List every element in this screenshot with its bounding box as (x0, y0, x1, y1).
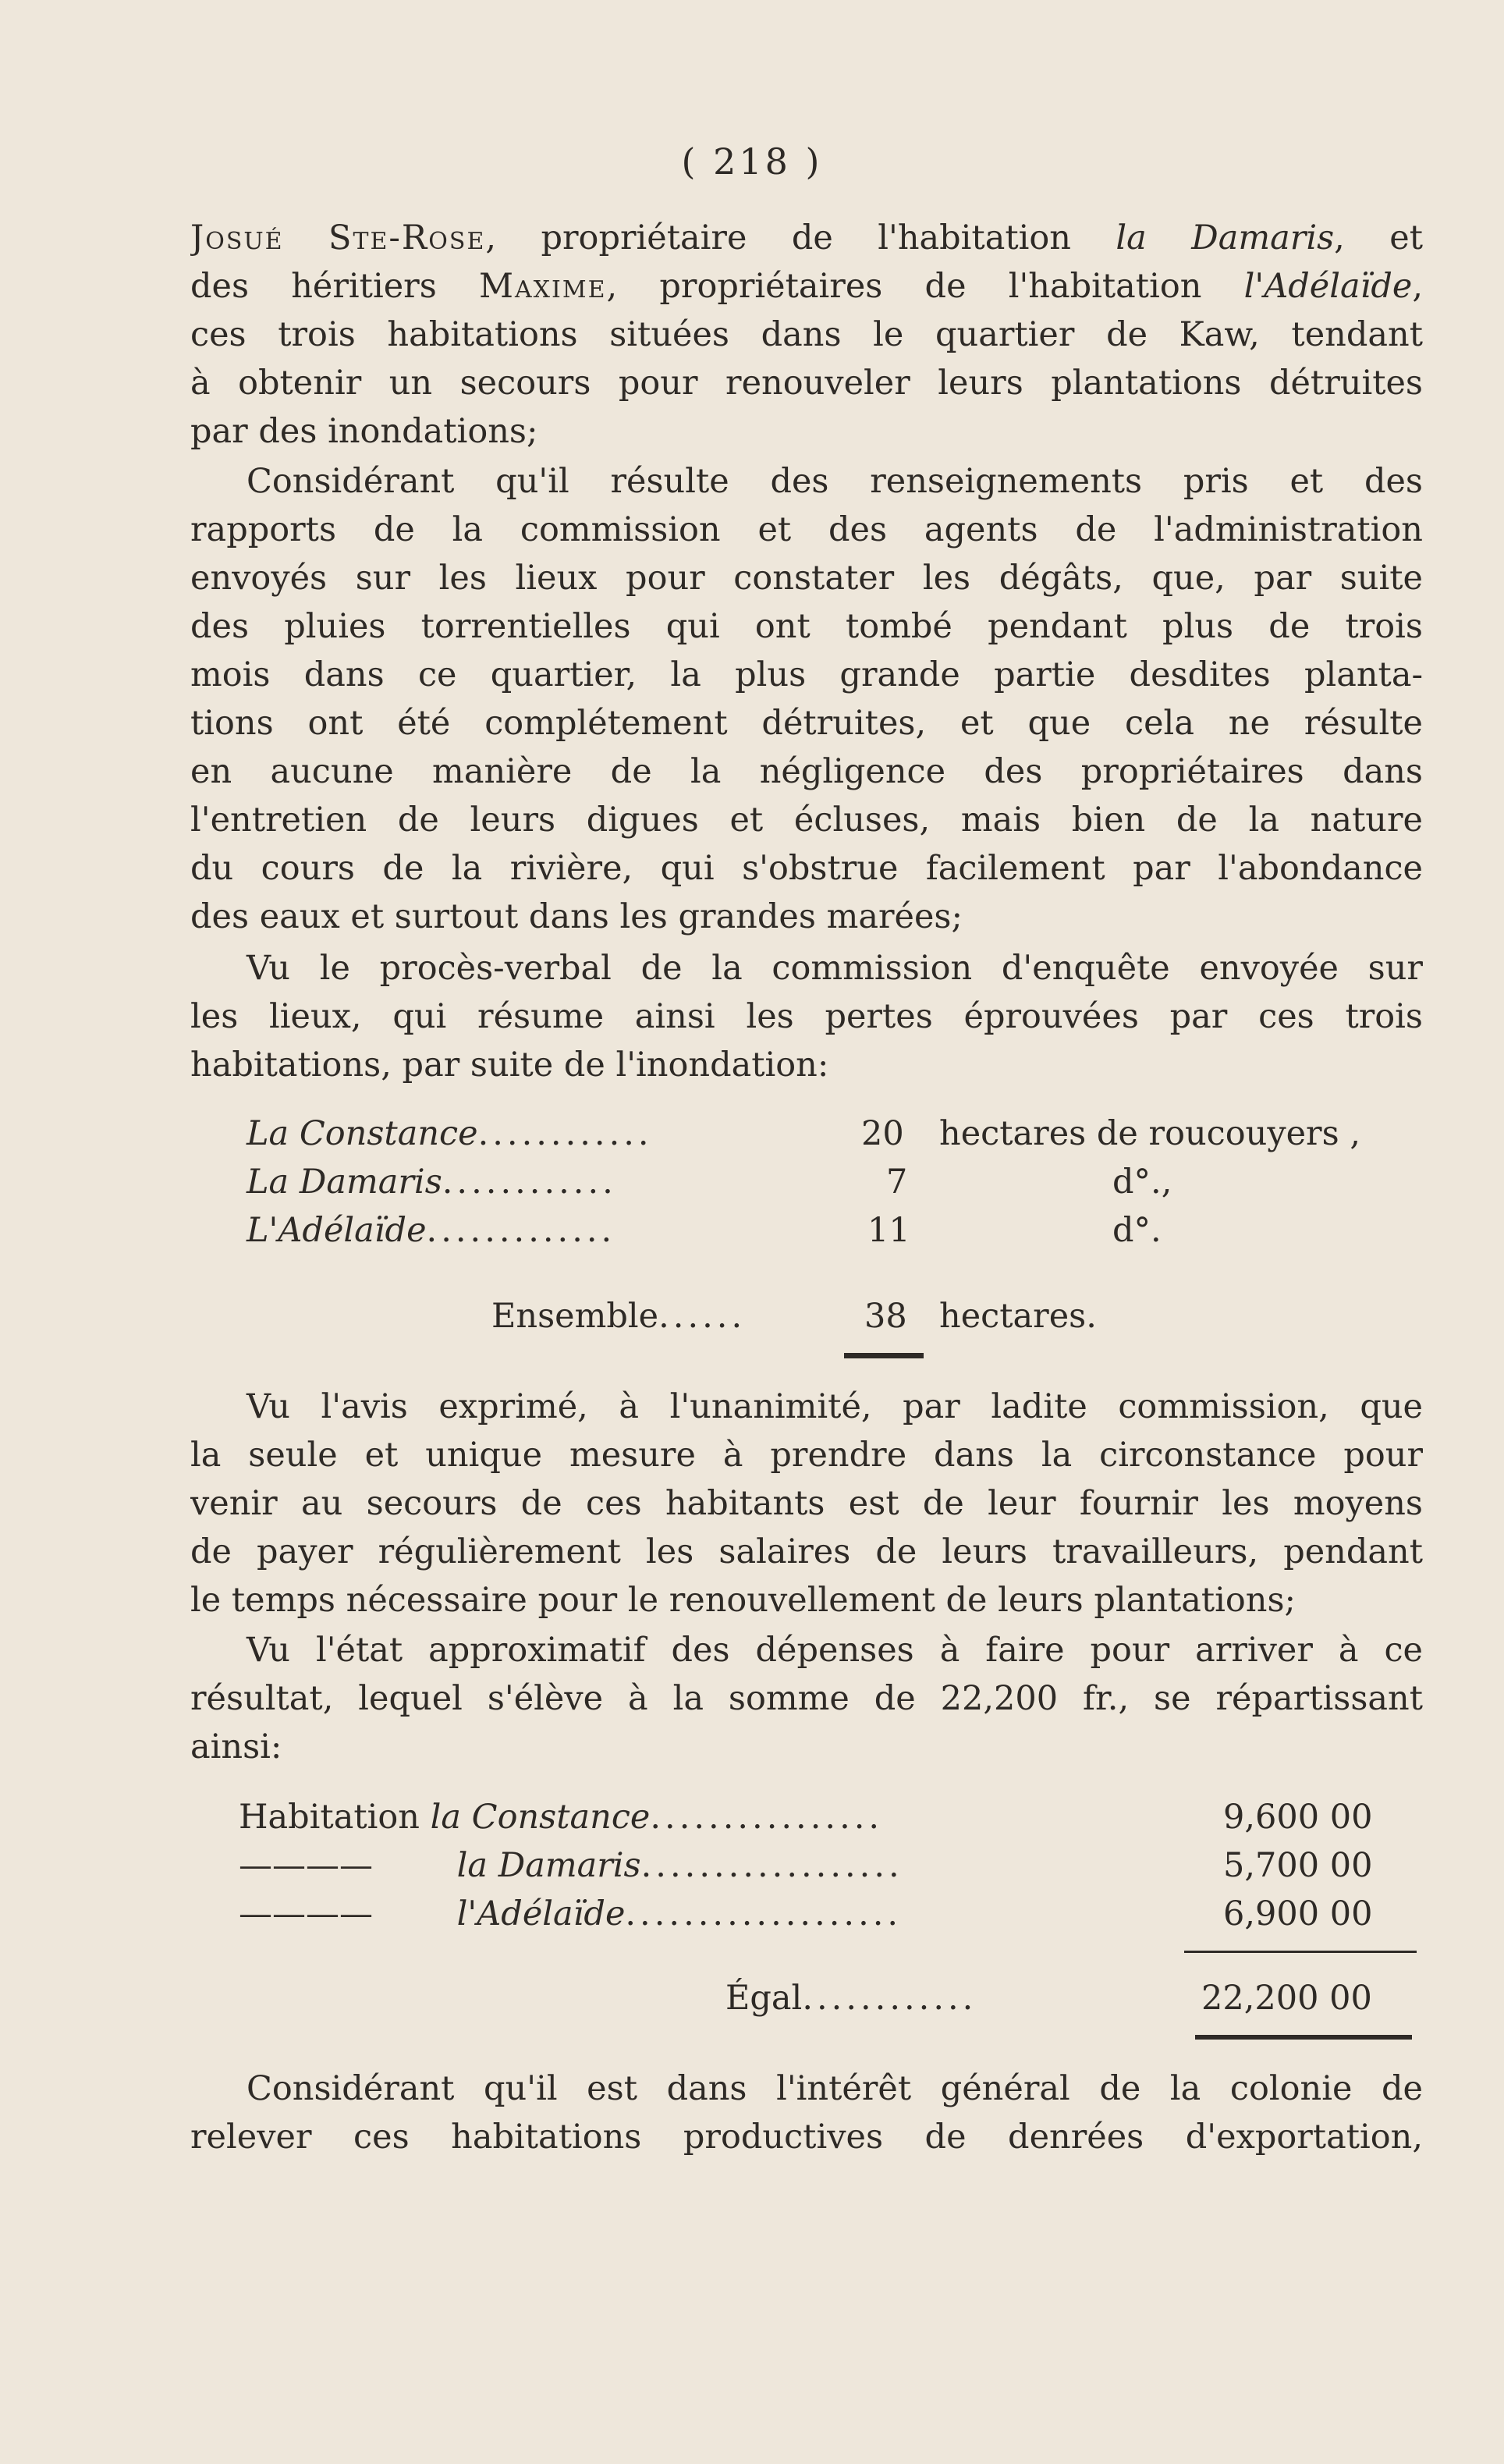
paragraph-avis (190, 1383, 1423, 1624)
losses-unit: d°. (1112, 1211, 1162, 1250)
losses-row: La Constance............ (247, 1114, 653, 1153)
losses-qty: 7 (886, 1163, 908, 1202)
text-line: les lieux, qui résume ainsi les pertes éprouvées par ces trois (190, 997, 1423, 1036)
text-line: ces trois habitations situées dans le quartier de Kaw, tendant (190, 315, 1423, 354)
text-line: en aucune manière de la négligence des propriétaires dans (190, 752, 1423, 791)
text-line: Considérant qu'il résulte des renseignements pris et des (247, 462, 1423, 501)
losses-total-qty: 38 (864, 1297, 907, 1336)
expenses-row: Habitation la Constance................ (239, 1798, 884, 1837)
text-line: par des inondations; (190, 412, 538, 451)
losses-unit: hectares de roucouyers , (939, 1114, 1361, 1153)
total-rule (1195, 2035, 1412, 2040)
text-line: des pluies torrentielles qui ont tombé pendant plus de trois (190, 607, 1423, 646)
expenses-row: ———— la Damaris.................. (239, 1846, 903, 1885)
losses-row: La Damaris............ (247, 1163, 617, 1202)
expenses-total-label: Égal............ (725, 1979, 977, 2018)
text-line: tions ont été complétement détruites, et que cela ne résulte (190, 704, 1423, 743)
expenses-row: ———— l'Adélaïde................... (239, 1894, 903, 1933)
text-line: envoyés sur les lieux pour constater les dégâts, que, par suite (190, 559, 1423, 598)
losses-unit: d°., (1112, 1163, 1172, 1202)
paragraph-petitioners (190, 214, 1423, 456)
text-line: à obtenir un secours pour renouveler leurs plantations détruites (190, 364, 1423, 403)
paragraph-etat (190, 1626, 1423, 1771)
text-line: ainsi: (190, 1727, 282, 1766)
losses-row: L'Adélaïde............. (247, 1211, 616, 1250)
text-line: Considérant qu'il est dans l'intérêt général de la colonie de (247, 2069, 1423, 2108)
text-line: Josué Ste-Rose, propriétaire de l'habitation la Damaris, et (190, 218, 1423, 257)
total-rule (844, 1353, 924, 1358)
text-line: habitations, par suite de l'inondation: (190, 1046, 829, 1085)
text-line: la seule et unique mesure à prendre dans la circonstance pour (190, 1436, 1423, 1475)
losses-total-label: Ensemble...... (491, 1297, 747, 1336)
page-number: ( 218 ) (681, 140, 823, 183)
paragraph-considerant-2 (190, 2065, 1423, 2161)
text-line: des héritiers Maxime, propriétaires de l'habitation l'Adélaïde, (190, 267, 1423, 306)
losses-total-unit: hectares. (939, 1297, 1097, 1336)
text-line: de payer régulièrement les salaires de leurs travailleurs, pendant (190, 1532, 1423, 1571)
paragraph-considerant-1 (190, 457, 1423, 941)
text-line: Vu l'état approximatif des dépenses à faire pour arriver à ce (247, 1631, 1423, 1670)
text-line: relever ces habitations productives de denrées d'exportation, (190, 2118, 1423, 2157)
expenses-amount: 5,700 00 (1223, 1846, 1373, 1885)
sum-rule (1184, 1951, 1417, 1953)
expenses-total-amount: 22,200 00 (1201, 1979, 1372, 2018)
text-line: résultat, lequel s'élève à la somme de 22,200 fr., se répartissant (190, 1679, 1423, 1718)
losses-qty: 11 (867, 1211, 910, 1250)
text-line: mois dans ce quartier, la plus grande partie desdites planta- (190, 655, 1423, 694)
text-line: l'entretien de leurs digues et écluses, mais bien de la nature (190, 801, 1423, 840)
losses-qty: 20 (861, 1114, 904, 1153)
text-line: Vu le procès-verbal de la commission d'enquête envoyée sur (247, 949, 1423, 988)
text-line: des eaux et surtout dans les grandes marées; (190, 897, 963, 936)
expenses-amount: 9,600 00 (1223, 1798, 1373, 1837)
text-line: le temps nécessaire pour le renouvellement de leurs plantations; (190, 1581, 1296, 1620)
text-line: venir au secours de ces habitants est de leur fournir les moyens (190, 1484, 1423, 1523)
text-line: Vu l'avis exprimé, à l'unanimité, par ladite commission, que (247, 1387, 1423, 1426)
expenses-amount: 6,900 00 (1223, 1894, 1373, 1933)
text-line: rapports de la commission et des agents de l'administration (190, 510, 1423, 549)
paragraph-proces-verbal (190, 944, 1423, 1089)
text-line: du cours de la rivière, qui s'obstrue facilement par l'abondance (190, 849, 1423, 888)
